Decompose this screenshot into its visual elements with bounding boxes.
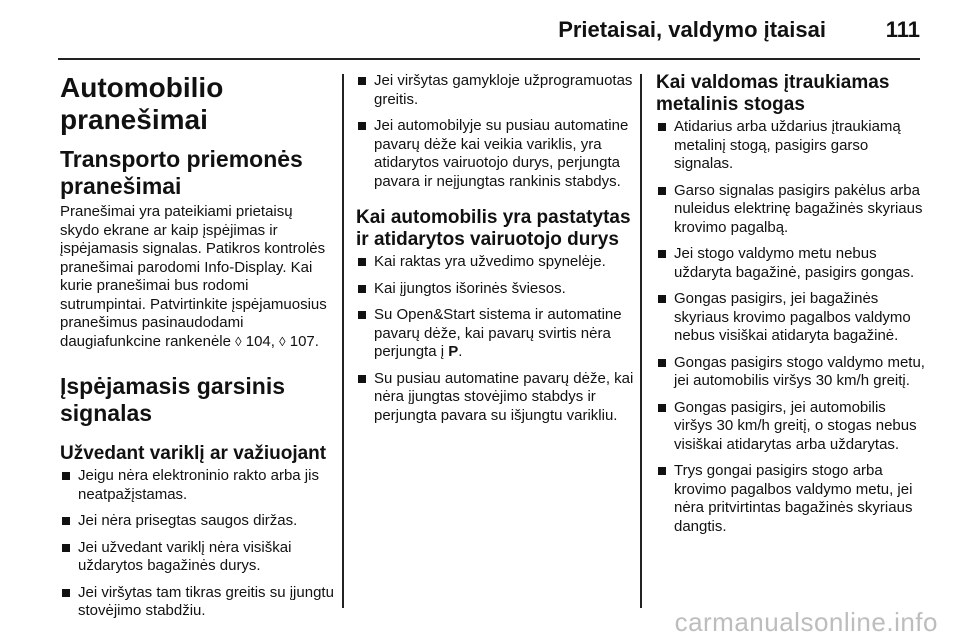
list-item: Su pusiau automatine pavarų dėže, kai nėra įjungtas stovėjimo stabdys ir perjungta pavara su išjungtu varikliu. xyxy=(356,370,634,426)
column-divider-2 xyxy=(640,74,642,608)
list-item: Kai įjungtos išorinės šviesos. xyxy=(356,280,634,299)
list-item: Jei stogo valdymo metu nebus uždaryta bagažinė, pasigirs gongas. xyxy=(656,245,926,282)
warning-list xyxy=(60,467,334,621)
list-item: Jeigu nėra elektroninio rakto arba jis neatpažįstamas. xyxy=(60,467,334,504)
heading-transport-messages: Transporto priemonės pranešimai xyxy=(60,146,303,199)
page-number: 111 xyxy=(885,17,920,42)
list-item: Jei nėra prisegtas saugos diržas. xyxy=(60,512,334,531)
gear-position-label: P xyxy=(448,343,459,360)
heading-warning-chime: Įspėjamasis garsinis signalas xyxy=(60,373,286,426)
list-item: Atidarius arba uždarius įtraukiamą metalinį stogą, pasigirs garso signalas. xyxy=(656,118,926,174)
list-item-period: . xyxy=(458,343,463,360)
reference-arrow-icon: ◊ xyxy=(279,333,286,349)
list-item: Jei viršytas tam tikras greitis su įjungtu stovėjimo stabdžiu. xyxy=(60,584,334,621)
heading-parked-door-open: Kai automobilis yra pastatytas ir atidarytos vairuotojo durys xyxy=(356,207,631,250)
warning-list xyxy=(356,72,634,191)
intro-paragraph xyxy=(60,203,334,351)
column-2 xyxy=(356,72,634,425)
list-item: Kai raktas yra užvedimo spynelėje. xyxy=(356,253,634,272)
roof-warning-list xyxy=(656,118,926,536)
watermark: carmanualsonline.info xyxy=(674,607,938,637)
heading-retractable-roof: Kai valdomas įtraukiamas metalinis stogas xyxy=(656,72,890,115)
list-item: Trys gongai pasigirs stogo arba krovimo pagalbos valdymo metu, jei nėra pritvirtintas bagažinės skyriaus dangtis. xyxy=(656,462,926,536)
page-reference-link[interactable]: 107. xyxy=(289,332,319,350)
list-item: Gongas pasigirs stogo valdymo metu, jei automobilis viršys 30 km/h greitį. xyxy=(656,354,926,391)
page-reference-link[interactable]: 104, xyxy=(245,332,275,350)
heading-engine-start: Užvedant variklį ar važiuojant xyxy=(60,443,327,464)
header-title: Prietaisai, valdymo įtaisai xyxy=(558,17,826,42)
reference-arrow-icon: ◊ xyxy=(235,333,242,349)
column-3 xyxy=(656,72,926,536)
section-title: Automobilio pranešimai xyxy=(60,72,224,135)
intro-text: Pranešimai yra pateikiami prietaisų skydo ekrane ar kaip įspėjimas ir įspėjamasis signalas. Patikros kontrolės pranešimai parodomi Info-Display. Kai kurie pranešimai bus rodomi sutrumpintai. Patvirtinkite įspėjamuosius pranešimus pasinaudodami daugiafunkcine rankenėle xyxy=(60,203,327,350)
parked-warning-list xyxy=(356,253,634,425)
column-divider-1 xyxy=(342,74,344,608)
list-item: Jei automobilyje su pusiau automatine pavarų dėže kai veikia variklis, yra atidarytos vairuotojo durys, perjungta pavara ir neįjungtas rankinis stabdys. xyxy=(356,117,634,191)
column-1 xyxy=(60,72,334,621)
header-rule xyxy=(58,58,920,60)
list-item: Jei užvedant variklį nėra visiškai uždarytos bagažinės durys. xyxy=(60,539,334,576)
list-item xyxy=(356,306,634,362)
list-item: Jei viršytas gamykloje užprogramuotas greitis. xyxy=(356,72,634,109)
list-item: Gongas pasigirs, jei automobilis viršys 30 km/h greitį, o stogas nebus visiškai atidarytas arba uždarytas. xyxy=(656,399,926,455)
list-item: Garso signalas pasigirs pakėlus arba nuleidus elektrinę bagažinės skyriaus krovimo pagalbą. xyxy=(656,182,926,238)
list-item: Gongas pasigirs, jei bagažinės skyriaus krovimo pagalbos valdymo nebus visiškai atidaryta bagažinė. xyxy=(656,290,926,346)
list-item-text: Su Open&Start sistema ir automatine pavarų dėže, kai pavarų svirtis nėra perjungta į xyxy=(374,306,622,360)
